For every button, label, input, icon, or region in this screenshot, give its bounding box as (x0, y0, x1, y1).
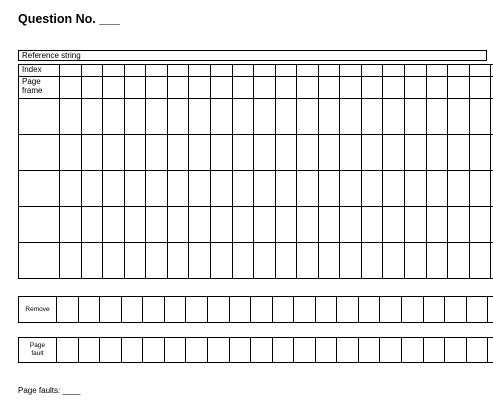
page-fault-cell[interactable] (57, 338, 79, 363)
page-frame-cell[interactable] (405, 77, 427, 99)
frame-slot-cell[interactable] (448, 135, 470, 171)
frame-slot-cell[interactable] (361, 99, 383, 135)
page-frame-cell[interactable] (297, 77, 319, 99)
page-frame-cell[interactable] (124, 77, 146, 99)
frame-slot-cell[interactable] (405, 171, 427, 207)
index-cell[interactable] (340, 65, 362, 77)
frame-slot-cell[interactable] (405, 243, 427, 279)
remove-row (19, 297, 493, 323)
frame-slot-cell[interactable] (318, 243, 340, 279)
index-cell[interactable] (383, 65, 405, 77)
page-fault-cell[interactable] (164, 338, 186, 363)
page-frame-label (19, 77, 60, 99)
page-frame-cell[interactable] (167, 77, 189, 99)
remove-label (19, 297, 57, 323)
remove-table (18, 296, 493, 323)
frame-slot-cell[interactable] (81, 171, 103, 207)
frame-slot-cell[interactable] (254, 207, 276, 243)
frame-slot-cell[interactable] (340, 243, 362, 279)
index-cell[interactable] (318, 65, 340, 77)
page-fault-cell[interactable] (337, 338, 359, 363)
frame-slot-cell[interactable] (210, 135, 232, 171)
frame-slot-cell[interactable] (232, 243, 254, 279)
frame-slot-cell[interactable] (254, 171, 276, 207)
page-frame-cell[interactable] (275, 77, 297, 99)
frame-slot-row (19, 243, 493, 279)
remove-cell[interactable] (402, 297, 424, 323)
frame-slot-cell[interactable] (383, 207, 405, 243)
page-frame-cell[interactable] (210, 77, 232, 99)
index-cell[interactable] (189, 65, 211, 77)
frame-slot-cell[interactable] (60, 171, 82, 207)
remove-cell[interactable] (294, 297, 316, 323)
remove-cell[interactable] (488, 297, 493, 323)
remove-cell[interactable] (121, 297, 143, 323)
frame-slot-cell[interactable] (60, 243, 82, 279)
page-frame-cell[interactable] (469, 77, 491, 99)
page-fault-cell[interactable] (251, 338, 273, 363)
frame-slot-cell[interactable] (60, 135, 82, 171)
page-fault-cell[interactable] (100, 338, 122, 363)
frame-slot-cell[interactable] (448, 243, 470, 279)
remove-cell[interactable] (423, 297, 445, 323)
page-fault-cell[interactable] (78, 338, 100, 363)
page-fault-label (19, 338, 57, 363)
frame-slot-cell[interactable] (232, 135, 254, 171)
remove-cell[interactable] (164, 297, 186, 323)
frame-slot-cell[interactable] (210, 99, 232, 135)
frame-slot-cell[interactable] (405, 99, 427, 135)
frame-slot-cell[interactable] (103, 207, 125, 243)
frame-slot-cell[interactable] (426, 207, 448, 243)
page-frame-cell[interactable] (232, 77, 254, 99)
page-fault-cell[interactable] (358, 338, 380, 363)
page-frame-table (18, 64, 493, 279)
frame-slot-cell[interactable] (318, 207, 340, 243)
page-fault-cell[interactable] (423, 338, 445, 363)
index-cell[interactable] (167, 65, 189, 77)
index-cell[interactable] (426, 65, 448, 77)
frame-slot-cell[interactable] (232, 171, 254, 207)
frame-slot-cell[interactable] (340, 171, 362, 207)
remove-cell[interactable] (380, 297, 402, 323)
page-fault-cell[interactable] (380, 338, 402, 363)
page-frame-cell[interactable] (254, 77, 276, 99)
frame-slot-label (19, 135, 60, 171)
frame-slot-cell[interactable] (167, 207, 189, 243)
frame-slot-cell[interactable] (210, 207, 232, 243)
index-cell[interactable] (297, 65, 319, 77)
frame-slot-cell[interactable] (426, 171, 448, 207)
index-label (19, 65, 60, 77)
frame-slot-cell[interactable] (232, 207, 254, 243)
page-frame-cell[interactable] (318, 77, 340, 99)
frame-slot-cell[interactable] (275, 207, 297, 243)
index-cell[interactable] (254, 65, 276, 77)
frame-slot-cell[interactable] (124, 171, 146, 207)
frame-slot-cell[interactable] (297, 207, 319, 243)
frame-slot-cell[interactable] (340, 135, 362, 171)
frame-slot-cell[interactable] (469, 207, 491, 243)
frame-slot-cell[interactable] (81, 135, 103, 171)
page-fault-table (18, 337, 493, 363)
frame-slot-cell[interactable] (448, 99, 470, 135)
frame-slot-cell[interactable] (361, 207, 383, 243)
index-cell[interactable] (232, 65, 254, 77)
index-row (19, 65, 493, 77)
frame-slot-cell[interactable] (361, 135, 383, 171)
frame-slot-cell[interactable] (469, 135, 491, 171)
page-frame-label-text: frame (22, 86, 43, 95)
remove-cell[interactable] (337, 297, 359, 323)
frame-slot-row (19, 207, 493, 243)
frame-slot-cell[interactable] (405, 207, 427, 243)
frame-slot-row (19, 135, 493, 171)
frame-slot-cell[interactable] (275, 99, 297, 135)
remove-cell[interactable] (251, 297, 273, 323)
frame-slot-cell[interactable] (383, 243, 405, 279)
reference-string-row: Reference string (18, 50, 487, 61)
page-fault-cell[interactable] (121, 338, 143, 363)
frame-slot-cell[interactable] (189, 171, 211, 207)
frame-slot-cell[interactable] (189, 207, 211, 243)
index-cell[interactable] (210, 65, 232, 77)
index-cell[interactable] (60, 65, 82, 77)
frame-slot-cell[interactable] (275, 171, 297, 207)
frame-slot-cell[interactable] (318, 135, 340, 171)
index-cell[interactable] (81, 65, 103, 77)
frame-slot-cell[interactable] (189, 99, 211, 135)
frame-slot-cell[interactable] (81, 99, 103, 135)
frame-slot-cell[interactable] (383, 171, 405, 207)
frame-slot-cell[interactable] (146, 135, 168, 171)
index-cell[interactable] (146, 65, 168, 77)
frame-slot-row (19, 171, 493, 207)
frame-slot-label (19, 171, 60, 207)
remove-cell[interactable] (358, 297, 380, 323)
remove-cell[interactable] (466, 297, 488, 323)
page-fault-cell[interactable] (272, 338, 294, 363)
frame-slot-cell[interactable] (103, 135, 125, 171)
remove-cell[interactable] (315, 297, 337, 323)
remove-cell[interactable] (229, 297, 251, 323)
remove-label-text: Remove (25, 305, 50, 313)
frame-slot-cell[interactable] (81, 207, 103, 243)
frame-slot-cell[interactable] (361, 171, 383, 207)
frame-slot-cell[interactable] (124, 243, 146, 279)
frame-slot-cell[interactable] (167, 99, 189, 135)
page-frame-cell[interactable] (189, 77, 211, 99)
page-frame-cell[interactable] (361, 77, 383, 99)
frame-slot-cell[interactable] (318, 171, 340, 207)
index-cell[interactable] (405, 65, 427, 77)
page-fault-cell[interactable] (445, 338, 467, 363)
frame-slot-cell[interactable] (254, 99, 276, 135)
frame-slot-cell[interactable] (275, 243, 297, 279)
page-frame-cell[interactable] (103, 77, 125, 99)
frame-slot-cell[interactable] (448, 171, 470, 207)
index-cell[interactable] (275, 65, 297, 77)
frame-slot-cell[interactable] (318, 99, 340, 135)
frame-slot-cell[interactable] (426, 243, 448, 279)
frame-slot-cell[interactable] (146, 171, 168, 207)
frame-slot-cell[interactable] (361, 243, 383, 279)
frame-slot-cell[interactable] (210, 243, 232, 279)
page-fault-cell[interactable] (207, 338, 229, 363)
frame-slot-cell[interactable] (167, 135, 189, 171)
frame-slot-cell[interactable] (297, 135, 319, 171)
frame-slot-cell[interactable] (469, 243, 491, 279)
page-fault-row (19, 338, 493, 363)
frame-slot-cell[interactable] (103, 171, 125, 207)
question-number-title: Question No. ___ (18, 12, 121, 26)
frame-slot-cell[interactable] (167, 171, 189, 207)
frame-slot-cell[interactable] (124, 207, 146, 243)
remove-cell[interactable] (272, 297, 294, 323)
frame-slot-cell[interactable] (103, 243, 125, 279)
frame-slot-cell[interactable] (383, 99, 405, 135)
index-cell[interactable] (361, 65, 383, 77)
frame-slot-cell[interactable] (340, 207, 362, 243)
frame-slot-cell[interactable] (146, 207, 168, 243)
remove-cell[interactable] (186, 297, 208, 323)
page-frame-cell[interactable] (448, 77, 470, 99)
frame-slot-cell[interactable] (469, 171, 491, 207)
frame-slot-cell[interactable] (81, 243, 103, 279)
frame-slot-cell[interactable] (189, 243, 211, 279)
remove-cell[interactable] (57, 297, 79, 323)
frame-slot-cell[interactable] (124, 135, 146, 171)
page-fault-label-text: fault (31, 350, 44, 357)
remove-cell[interactable] (143, 297, 165, 323)
index-cell[interactable] (448, 65, 470, 77)
page-fault-cell[interactable] (229, 338, 251, 363)
frame-slot-cell[interactable] (60, 99, 82, 135)
frame-slot-cell[interactable] (448, 207, 470, 243)
page-frame-cell[interactable] (81, 77, 103, 99)
frame-slot-cell[interactable] (340, 99, 362, 135)
page-fault-cell[interactable] (143, 338, 165, 363)
remove-cell[interactable] (207, 297, 229, 323)
page-fault-cell[interactable] (315, 338, 337, 363)
frame-slot-cell[interactable] (426, 99, 448, 135)
frame-slot-cell[interactable] (297, 171, 319, 207)
frame-slot-label (19, 99, 60, 135)
frame-slot-cell[interactable] (210, 171, 232, 207)
page-frame-cell[interactable] (146, 77, 168, 99)
page-fault-label-text: Page (29, 342, 46, 349)
frame-slot-cell[interactable] (167, 243, 189, 279)
index-label-text: Index (22, 65, 42, 74)
page-frame-cell[interactable] (383, 77, 405, 99)
page-fault-cell[interactable] (488, 338, 493, 363)
frame-slot-cell[interactable] (232, 99, 254, 135)
frame-slot-cell[interactable] (60, 207, 82, 243)
page-fault-cell[interactable] (466, 338, 488, 363)
index-cell[interactable] (103, 65, 125, 77)
frame-slot-cell[interactable] (146, 243, 168, 279)
page-frame-cell[interactable] (426, 77, 448, 99)
index-cell[interactable] (469, 65, 491, 77)
remove-cell[interactable] (78, 297, 100, 323)
frame-slot-cell[interactable] (383, 135, 405, 171)
frame-slot-label (19, 243, 60, 279)
frame-slot-cell[interactable] (426, 135, 448, 171)
page-fault-cell[interactable] (186, 338, 208, 363)
frame-slot-cell[interactable] (469, 99, 491, 135)
frame-slot-cell[interactable] (146, 99, 168, 135)
frame-slot-cell[interactable] (254, 135, 276, 171)
frame-slot-cell[interactable] (297, 243, 319, 279)
frame-slot-cell[interactable] (405, 135, 427, 171)
page-frame-label-text: Page (22, 77, 41, 86)
frame-slot-row (19, 99, 493, 135)
frame-slot-label (19, 207, 60, 243)
page-fault-cell[interactable] (294, 338, 316, 363)
index-cell[interactable] (124, 65, 146, 77)
frame-slot-cell[interactable] (124, 99, 146, 135)
page-frame-cell[interactable] (60, 77, 82, 99)
page-frame-cell[interactable] (340, 77, 362, 99)
page-frame-row (19, 77, 493, 99)
remove-cell[interactable] (445, 297, 467, 323)
remove-cell[interactable] (100, 297, 122, 323)
frame-slot-cell[interactable] (297, 99, 319, 135)
page-fault-cell[interactable] (402, 338, 424, 363)
frame-slot-cell[interactable] (189, 135, 211, 171)
frame-slot-cell[interactable] (103, 99, 125, 135)
frame-slot-cell[interactable] (275, 135, 297, 171)
page-faults-summary: Page faults: ____ (18, 386, 81, 395)
frame-slot-cell[interactable] (254, 243, 276, 279)
